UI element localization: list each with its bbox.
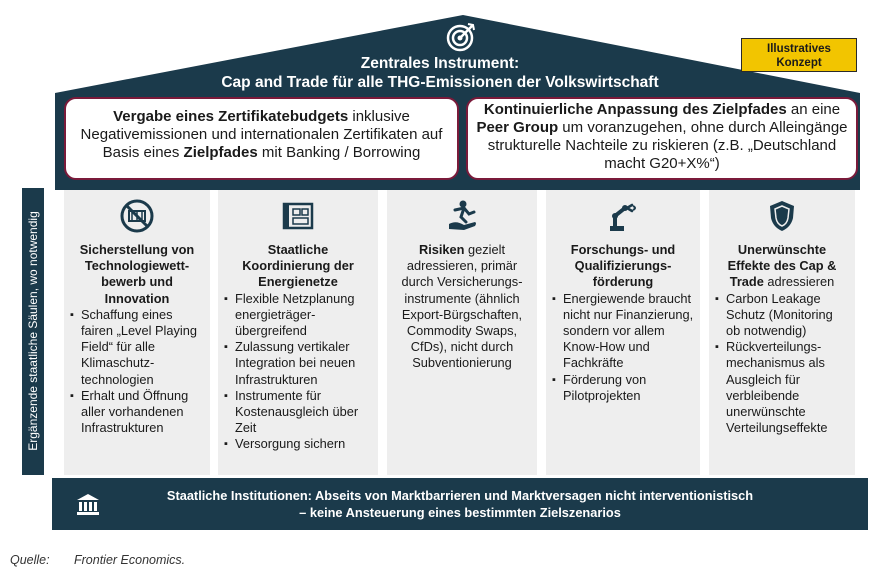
pillar-5-bullets	[715, 291, 849, 437]
pillar-5-intro	[715, 242, 849, 291]
pillar-3-body	[393, 242, 531, 372]
certificate-budget-box	[64, 97, 459, 180]
robot-arm-icon	[605, 198, 641, 234]
left-box-text2: mit Banking / Borrowing	[257, 144, 421, 161]
right-box-text2: um voranzugehen, ohne durch Alleingänge strukturelle Nachteile zu riskieren (z.B. „Deutschland macht G20+X%“)	[487, 119, 848, 172]
shield-icon	[764, 198, 800, 234]
source-label: Quelle:	[10, 553, 50, 567]
pillar-2-bullet-4: ▪ Versorgung sichern	[224, 436, 372, 452]
pillar-3-text: gezielt adressieren, primär durch Versicherungs-instrumente (ähnlich Export-Bürgschaften, Commodity Swaps, CfDs), nicht durch Subventionierung	[401, 242, 523, 371]
pillar-unwanted-effects	[709, 190, 855, 475]
right-box-bold2: Peer Group	[476, 119, 559, 136]
pillar-5-body	[715, 242, 849, 436]
source-note	[10, 553, 185, 567]
pillar-3-heading: Risiken	[418, 242, 465, 257]
pillar-2-heading: Staatliche Koordinierung der Energienetze	[242, 242, 354, 290]
pillar-5-bullet-2: ▪ Rückverteilungs-mechanismus als Ausgleich für verbleibende unerwünschte Verteilungseffekte	[715, 339, 849, 436]
illustrative-badge	[741, 38, 857, 72]
grid-blueprint-icon	[280, 198, 316, 234]
foundation-text	[110, 487, 810, 521]
pillar-4-heading: Forschungs- und Qualifizierungs-förderung	[570, 242, 676, 290]
target-path-box	[466, 97, 858, 180]
risk-hand-icon	[444, 198, 480, 234]
pillar-research	[546, 190, 700, 475]
left-box-text1: inklusive Negativemissionen und internationalen Zertifikaten auf Basis eines	[80, 108, 443, 161]
pillar-4-bullet-1: ▪ Energiewende braucht nicht nur Finanzierung, sondern vor allem Know-How und Fachkräfte	[552, 291, 694, 372]
institution-icon	[76, 493, 100, 515]
pillar-1-bullet-1: ▪ Schaffung eines fairen „Level Playing Field“ für alle Klimaschutz-technologien	[70, 307, 204, 388]
badge-line1: Illustratives	[767, 43, 831, 55]
pillar-1-bullet-2: ▪ Erhalt und Öffnung aller vorhandenen Infrastrukturen	[70, 388, 204, 437]
right-box-bold1: Kontinuierliche Anpassung des Zielpfades	[483, 101, 787, 118]
pillar-3-paragraph	[393, 242, 531, 372]
pillar-2-bullets	[224, 291, 372, 453]
pillar-risks	[387, 190, 537, 475]
roof-title-line2: Cap and Trade für alle THG-Emissionen der Volkswirtschaft	[221, 74, 659, 91]
pillar-4-bullet-2: ▪ Förderung von Pilotprojekten	[552, 372, 694, 404]
left-box-bold2: Zielpfades	[183, 144, 258, 161]
target-icon	[445, 20, 479, 54]
pillar-1-body	[70, 242, 204, 436]
pillar-5-text: adressieren	[763, 274, 835, 290]
pillar-technology	[64, 190, 210, 475]
no-technology-barrier-icon	[119, 198, 155, 234]
pillar-5-bullet-1: ▪ Carbon Leakage Schutz (Monitoring ob notwendig)	[715, 291, 849, 340]
right-box-text1: an eine	[786, 101, 841, 118]
source-value: Frontier Economics.	[74, 553, 186, 567]
pillar-2-bullet-2: ▪ Zulassung vertikaler Integration bei neuen Infrastrukturen	[224, 339, 372, 388]
badge-line2: Konzept	[776, 57, 822, 69]
pillar-grid-coordination	[218, 190, 378, 475]
pillar-5-heading: Unerwünschte Effekte des Cap & Trade	[727, 242, 837, 290]
foundation-line2: – keine Ansteuerung eines bestimmten Zielszenarios	[299, 505, 621, 520]
pillar-4-bullets	[552, 291, 694, 404]
pillar-4-body	[552, 242, 694, 404]
roof-title-line1: Zentrales Instrument:	[360, 55, 520, 72]
pillar-2-bullet-3: ▪ Instrumente für Kostenausgleich über Zeit	[224, 388, 372, 437]
pillar-1-bullets	[70, 307, 204, 437]
side-label-text: Ergänzende staatliche Säulen, wo notwendig	[26, 211, 40, 451]
pillar-1-heading: Sicherstellung von Technologiewett-bewerb und Innovation	[79, 242, 195, 306]
pillar-2-bullet-1: ▪ Flexible Netzplanung energieträger-übergreifend	[224, 291, 372, 340]
pillar-2-body	[224, 242, 372, 453]
left-box-bold1: Vergabe eines Zertifikatebudgets	[113, 108, 349, 125]
foundation-line1: Staatliche Institutionen: Abseits von Marktbarrieren und Marktversagen nicht interventionistisch	[166, 488, 754, 503]
